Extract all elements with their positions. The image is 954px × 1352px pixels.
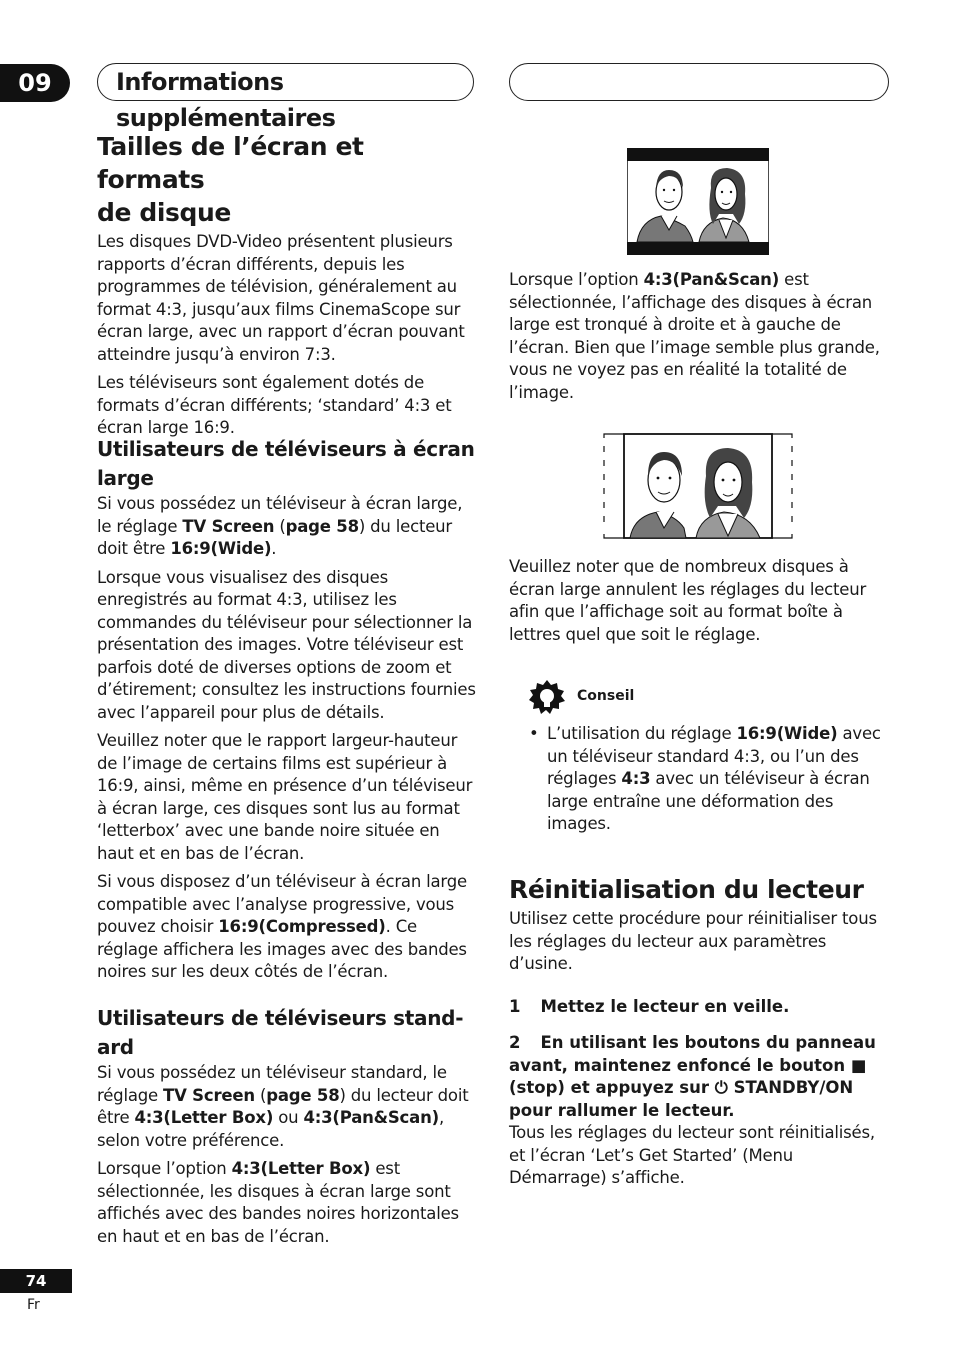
chapter-title: Informations supplémentaires bbox=[97, 63, 474, 101]
chapter-number: 09 bbox=[0, 64, 70, 102]
paragraph: Si vous disposez d’un téléviseur à écran large compatible avec l’analyse progressive, vous pouvez choisir 16:9(Compressed). Ce réglage affichera les images avec des bandes noires sur les deux côtés de l’écran. bbox=[97, 872, 467, 981]
paragraph: Veuillez noter que de nombreux disques à écran large annulent les réglages du lecteur afin que l’affichage soit au format boîte à lettres quel que soit le réglage. bbox=[509, 557, 867, 644]
paragraph: Lorsque vous visualisez des disques enregistrés au format 4:3, utilisez les commandes du téléviseur pour sélectionner la présentation des images. Votre téléviseur est parfois doté de diverses options de zoom et d’étirement; consultez les instructions fournies avec l’appareil pour plus de détails. bbox=[97, 567, 476, 722]
section-standard-tv bbox=[97, 1004, 477, 1248]
paragraph: Si vous possédez un téléviseur à écran large, le réglage TV Screen (page 58) du lecteur doit être 16:9(Wide). bbox=[97, 494, 463, 558]
paragraph: Tous les réglages du lecteur sont réinitialisés, et l’écran ‘Let’s Get Started’ (Menu Démarrage) s’affiche. bbox=[509, 1123, 875, 1187]
tip-item: • L’utilisation du réglage 16:9(Wide) avec un téléviseur standard 4:3, ou l’un des réglages 4:3 avec un téléviseur à écran large entraîne une déformation des images. bbox=[509, 723, 889, 836]
lightbulb-icon bbox=[528, 679, 566, 717]
subsection-title: Utilisateurs de téléviseurs stand- ard bbox=[97, 1006, 464, 1059]
language-code: Fr bbox=[27, 1297, 40, 1313]
section-title: Réinitialisation du lecteur bbox=[509, 875, 864, 904]
paragraph: Les téléviseurs sont également dotés de formats d’écran différents; ‘standard’ 4:3 et écran large 16:9. bbox=[97, 373, 452, 437]
step-2: 2 En utilisant les boutons du panneau avant, maintenez enfoncé le bouton ■ (stop) et appuyez sur ⏻ STANDBY/ON pour rallumer le lecteur. Tous les réglages du lecteur sont réinitialisés, et l’écran ‘Let’s Get Started’ (Menu Démarrage) s’affiche. bbox=[509, 1032, 889, 1190]
paragraph: Utilisez cette procédure pour réinitialiser tous les réglages du lecteur aux paramètres d’usine. bbox=[509, 909, 877, 973]
section-reset bbox=[509, 873, 889, 976]
pan-scan-illustration bbox=[600, 432, 796, 540]
tip-list bbox=[509, 723, 889, 836]
power-icon: ⏻ bbox=[714, 1078, 728, 1097]
step-1: 1 Mettez le lecteur en veille. bbox=[509, 997, 790, 1016]
stop-icon: ■ bbox=[850, 1055, 867, 1075]
section-title: Tailles de l’écran et formats de disque bbox=[97, 132, 364, 227]
tip-title: Conseil bbox=[577, 688, 635, 704]
subsection-title: Utilisateurs de téléviseurs à écran large bbox=[97, 437, 475, 490]
section-screen-sizes bbox=[97, 130, 477, 440]
chapter-header-box bbox=[509, 63, 889, 101]
paragraph: Les disques DVD-Video présentent plusieurs rapports d’écran différents, depuis les programmes de télévision, généralement au format 4:3, jusqu’aux films CinemaScope sur écran large, avec un rapport d’écran pouvant atteindre jusqu’à environ 7:3. bbox=[97, 232, 465, 364]
paragraph: Lorsque l’option 4:3(Pan&Scan) est sélectionnée, l’affichage des disques à écran large est tronqué à droite et à gauche de l’écran. Bien que l’image semble plus grande, vous ne voyez pas en réalité la totalité de l’image. bbox=[509, 270, 880, 402]
paragraph: Si vous possédez un téléviseur standard, le réglage TV Screen (page 58) du lecteur doit être 4:3(Letter Box) ou 4:3(Pan&Scan), selon votre préférence. bbox=[97, 1063, 469, 1150]
paragraph: Lorsque l’option 4:3(Letter Box) est sélectionnée, les disques à écran large sont affichés avec des bandes noires horizontales en haut et en bas de l’écran. bbox=[97, 1159, 459, 1246]
letterbox-illustration bbox=[627, 148, 769, 255]
letterbox-note bbox=[509, 556, 889, 646]
section-wide-tv bbox=[97, 435, 477, 984]
pan-scan-description bbox=[509, 269, 889, 404]
page-number: 74 bbox=[0, 1269, 72, 1293]
paragraph: Veuillez noter que le rapport largeur-hauteur de l’image de certains films est supérieur à 16:9, ainsi, même en présence d’un téléviseur à écran large, ces disques sont lus au format ‘letterbox’ avec une bande noire située en haut et en bas de l’écran. bbox=[97, 731, 473, 863]
